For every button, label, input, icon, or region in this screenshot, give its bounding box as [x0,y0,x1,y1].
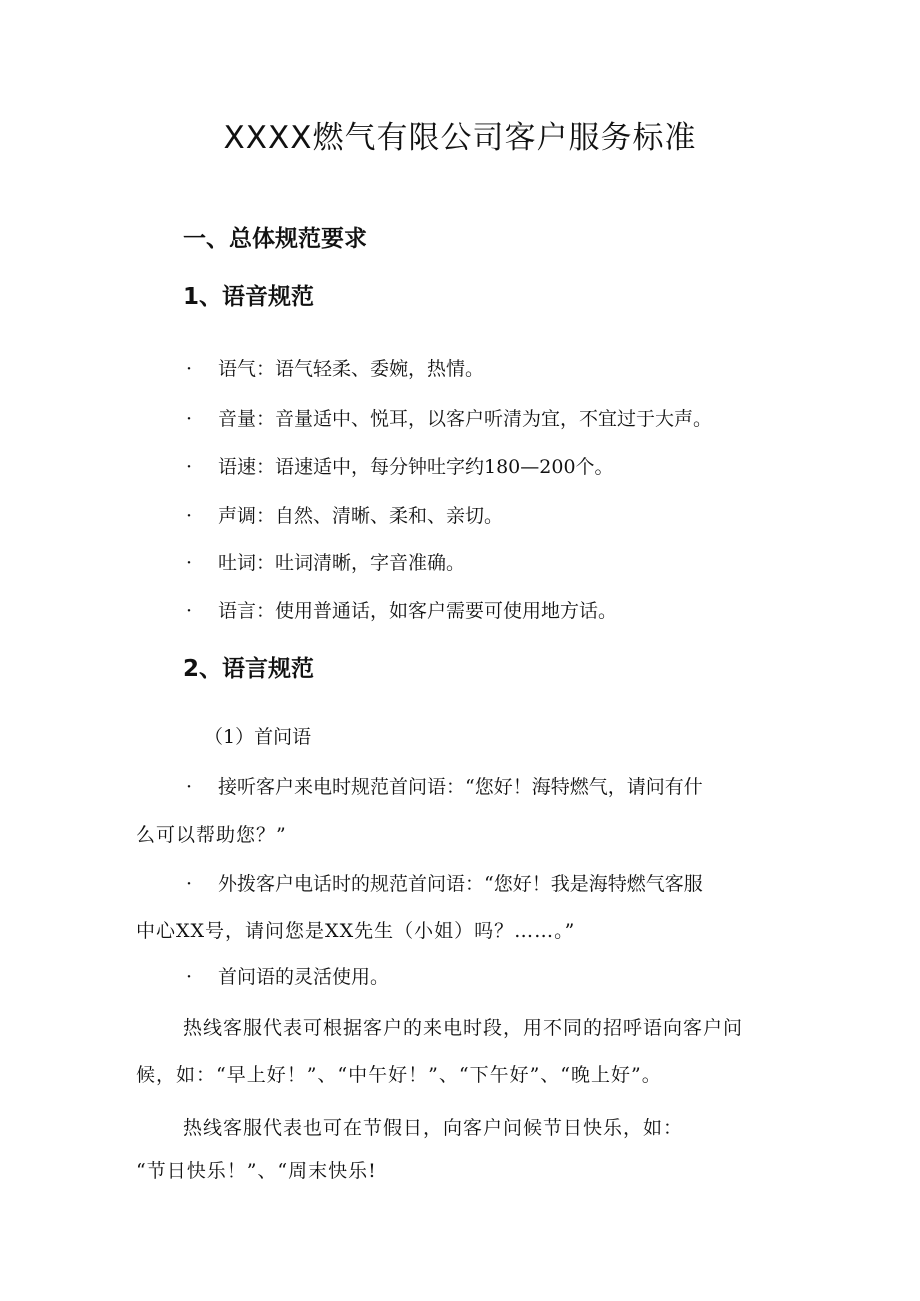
list-item [186,404,712,431]
list-item-text: 语言：使用普通话，如客户需要可使用地方话。 [218,600,618,622]
point-heading: （1）首问语 [204,726,312,748]
section-heading: 一、总体规范要求 [183,226,367,252]
bullet-icon: · [186,873,193,895]
list-item-text: 语气：语气轻柔、委婉，热情。 [218,358,485,380]
list-item [186,596,617,623]
paragraph-continuation: “节日快乐！”、“周末快乐! [136,1160,377,1182]
subsection-heading-voice: 1、语音规范 [183,284,315,310]
bullet-icon: · [186,552,193,574]
list-item-continuation: 中心XX号，请问您是XX先生（小姐）吗？……。” [136,920,576,942]
bullet-icon: · [186,600,193,622]
subsection-heading-language: 2、语言规范 [183,656,315,682]
bullet-icon: · [186,966,193,988]
bullet-icon: · [186,456,193,478]
list-item-continuation: 么可以帮助您？” [136,824,287,846]
list-item-text: 吐词：吐词清晰，字音准确。 [218,552,466,574]
paragraph: 热线客服代表也可在节假日，向客户问候节日快乐，如： [183,1117,684,1139]
list-item-text: 语速：语速适中，每分钟吐字约180—200个。 [218,456,614,478]
list-item [186,452,614,479]
list-item-text: 音量：音量适中、悦耳，以客户听清为宜，不宜过于大声。 [218,408,713,430]
list-item [186,501,503,528]
document-title: XXXX燃气有限公司客户服务标准 [223,120,697,156]
paragraph: 热线客服代表可根据客户的来电时段，用不同的招呼语向客户问 [183,1017,744,1039]
list-item-text: 声调：自然、清晰、柔和、亲切。 [218,505,504,527]
bullet-icon: · [186,408,193,430]
list-item-text: 外拨客户电话时的规范首问语：“您好！我是海特燃气客服 [218,873,703,895]
bullet-icon: · [186,505,193,527]
list-item-text: 接听客户来电时规范首问语：“您好！海特燃气，请问有什 [218,776,703,798]
bullet-icon: · [186,358,193,380]
list-item [186,962,389,989]
list-item [186,772,703,799]
paragraph-continuation: 候，如：“早上好！”、“中午好！”、“下午好”、“晚上好”。 [136,1064,662,1086]
list-item [186,869,703,896]
list-item [186,548,465,575]
list-item [186,354,484,381]
bullet-icon: · [186,776,193,798]
list-item-text: 首问语的灵活使用。 [218,966,390,988]
